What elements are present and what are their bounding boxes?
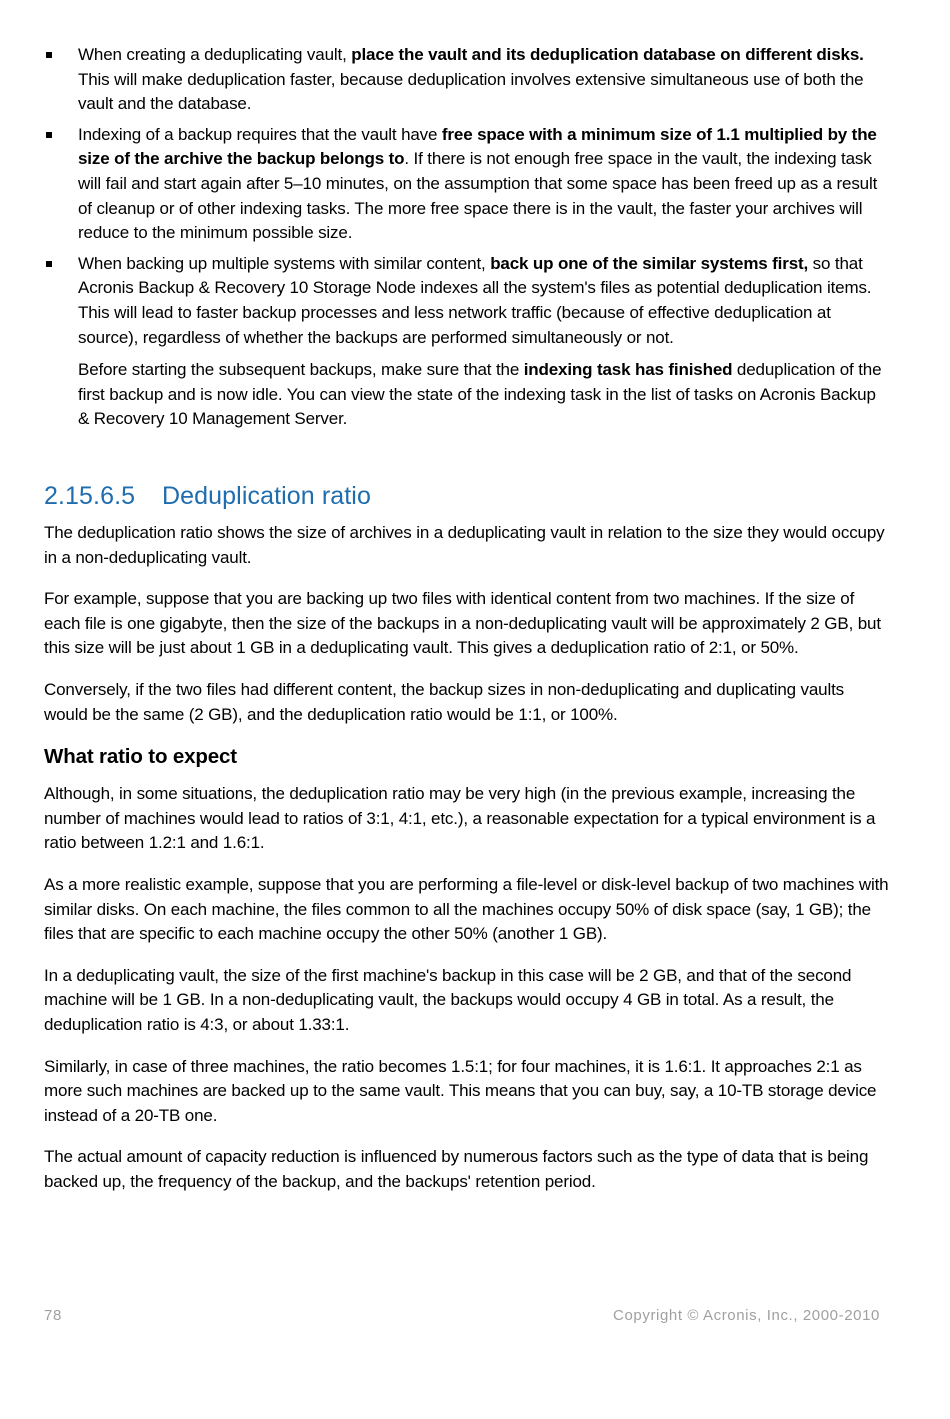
subheading: What ratio to expect [44,745,237,769]
bullet-bold-text: back up one of the similar systems first, [490,253,809,273]
list-item [44,123,889,246]
section-number: 2.15.6.5 [44,482,136,510]
bullet-text: When backing up multiple systems with similar content, [78,253,491,273]
bullet-square-icon [46,261,52,267]
paragraph: Although, in some situations, the deduplication ratio may be very high (in the previous example, increasing the number of machines would lead to ratios of 3:1, 4:1, etc.), a reasonable expectation for a typical environment is a ratio between 1.2:1 and 1.6:1. [44,784,876,853]
paragraph: The actual amount of capacity reduction is influenced by numerous factors such as the type of data that is being backed up, the frequency of the backup, and the backups' retention period. [44,1147,869,1191]
paragraph: For example, suppose that you are backing up two files with identical content from two machines. If the size of each file is one gigabyte, then the size of the backups in a non-deduplicating vault will be approximately 2 GB, but this size will be just about 1 GB in a deduplicating vault. This gives a deduplication ratio of 2:1, or 50%. [44,589,881,658]
paragraph: The deduplication ratio shows the size of archives in a deduplicating vault in relation to the size they would occupy in a non-deduplicating vault. [44,523,885,567]
section-heading [44,482,889,511]
paragraph: As a more realistic example, suppose that you are performing a file-level or disk-level backup of two machines with similar disks. On each machine, the files common to all the machines occupy 50% of disk space (say, 1 GB); the files that are specific to each machine occupy the other 50% (another 1 GB). [44,874,889,944]
paragraph: Conversely, if the two files had different content, the backup sizes in non-deduplicating and duplicating vaults would be the same (2 GB), and the deduplication ratio would be 1:1, or 100%. [44,679,845,724]
bullet-bold-text: free space with a minimum size of 1.1 multiplied by the size of the archive the backup belongs to [78,124,877,169]
page-number: 78 [44,1307,62,1324]
bullet-square-icon [46,132,52,138]
bullet-square-icon [46,52,52,58]
bullet-text: Indexing of a backup requires that the vault have [78,124,442,144]
bullet-list [44,43,889,432]
paragraph: Similarly, in case of three machines, the ratio becomes 1.5:1; for four machines, it is 1.6:1. It approaches 2:1 as more such machines are backed up to the same vault. This means that you can buy, say, a 10-TB storage device instead of a 20-TB one. [44,1056,877,1125]
bullet-text: When creating a deduplicating vault, [78,45,352,64]
bullet-text: This will make deduplication faster, because deduplication involves extensive simultaneous use of both the vault and the database. [78,69,864,114]
copyright-notice: Copyright © Acronis, Inc., 2000-2010 [613,1307,880,1324]
bullet-text: deduplication of the first backup and is now idle. You can view the state of the indexing task in the list of tasks on Acronis Backup & Recovery 10 Management Server. [78,360,882,429]
section-title: Deduplication ratio [162,482,371,510]
bullet-bold-text: indexing task has finished [523,360,733,380]
list-item [44,43,889,117]
page-footer [44,1307,880,1327]
paragraph: In a deduplicating vault, the size of the first machine's backup in this case will be 2 GB, and that of the second machine will be 1 GB. In a non-deduplicating vault, the backups would occupy 4 GB in total. As a result, the deduplication ratio is 4:3, or about 1.33:1. [44,965,852,1034]
bullet-text: so that Acronis Backup & Recovery 10 Storage Node indexes all the system's files as potential deduplication items. This will lead to faster backup processes and less network traffic (because of effective deduplication at source), regardless of whether the backups are performed simultaneously or not. [78,253,872,347]
bullet-text: Before starting the subsequent backups, make sure that the [78,360,524,380]
bullet-bold-text: place the vault and its deduplication database on different disks. [351,45,864,64]
bullet-text: . If there is not enough free space in the vault, the indexing task will fail and start again after 5–10 minutes, on the assumption that some space has been freed up as a result of cleanup or of other indexing tasks. The more free space there is in the vault, the faster your archives will reduce to the minimum possible size. [78,149,878,243]
section-body [44,521,892,1211]
bullet-continuation-paragraph [44,358,889,432]
list-item [44,252,889,350]
